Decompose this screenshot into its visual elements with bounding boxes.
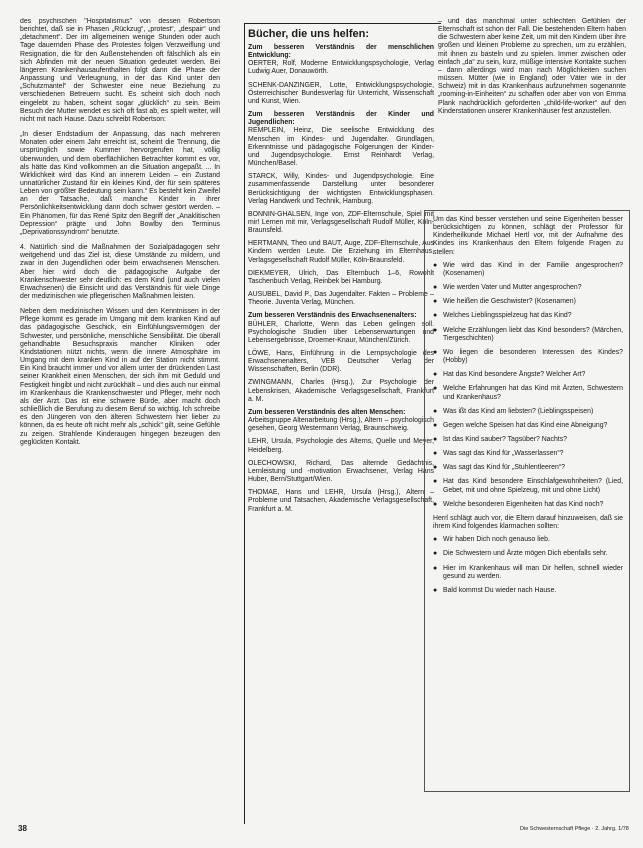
book-entry: Arbeitsgruppe Altenarbeitung (Hrsg.), Altern – psychologisch gesehen, Georg Westermann Verlag, Braunschweig. [248,417,434,433]
advice-list [433,536,623,595]
book-entry: REMPLEIN, Heinz, Die seelische Entwicklung des Menschen im Kindes- und Jugendalter. Grundlagen, Erkenntnisse und pädagogische Folgerungen der Kinder- und Jugendpsychologie. Ernst Reinhardt Verlag, München/Basel. [248,127,434,168]
list-item: ● Bald kommst Du wieder nach Hause. [433,587,623,595]
list-item: ● Welche Erzählungen liebt das Kind besonders? (Märchen, Tiergeschichten) [433,327,623,343]
book-entry: ZWINGMANN, Charles (Hrsg.), Zur Psychologie der Lebenskrisen, Akademische Verlagsgesellschaft, Frankfurt a. M. [248,379,434,403]
right-paragraph: – und das manchmal unter schlechten Gefühlen der Elternschaft ist schon der Fall. Die bestehenden Eltern haben die Schwestern aber keine Zeit, um mit den Kindern über ihre großen und kleinen Probleme zu sprechen, um zu erzählen, mit ihnen zu basteln und zu spielen. Immer zwischen oder einfach „da“ zu sein, kurz, müßige intensive Kontakte suchen – dann allerdings wird man nach Möglichkeiten suchen müssen. Mütter (wie in England) oder Väter wie in der Schweiz) mit in das Krankenhaus aufzunehmen sogenannte „rooming-in-Einheiten“ zu schaffen oder aber von von Emma Plank nachdrücklich geforderten „child-life-worker“ auf den Kinderstationen unserer Krankenhäuser fest anzustellen. [438,18,626,115]
list-item: ● Wir haben Dich noch genauso lieb. [433,536,623,544]
list-item: ● Welches Lieblingsspielzeug hat das Kind? [433,312,623,320]
question-intro: Um das Kind besser verstehen und seine Eigenheiten besser berücksichtigen zu können, schlägt der Professor für Kinderheilkunde Michael Hertl vor, mit der Aufnahme des Kindes ins Krankenhaus den Eltern folgende Fragen zu stellen: [433,216,623,256]
book-entry: AUSUBEL, David P., Das Jugendalter. Fakten – Probleme – Theorie. Juventa Verlag, München. [248,291,434,307]
left-paragraph: 4. Natürlich sind die Maßnahmen der Sozialpädagogen sehr weitgehend und das Ziel ist, diese Umstände zu mildern, und zwar in den Jugendlichen oder beim erwachsenen Menschen. Aber hier wird doch die pädagogische Aufgabe der Krankenschwester sehr deutlich: es dem Kind (und auch vielen Erwachsenen) die Einsicht und das Verständnis für viele Dinge der medizinischen wie pflegerischen Maßnahmen leisten. [20,244,220,300]
book-entry: LÖWE, Hans, Einführung in die Lernpsychologie des Erwachsenenalters, VEB Deutscher Verlag der Wissenschaften, Berlin (DDR). [248,350,434,374]
book-list-column [248,28,434,818]
list-item: ● Hat das Kind besondere Ängste? Welcher Art? [433,371,623,379]
left-paragraph: Neben dem medizinischen Wissen und den Kenntnissen in der Pflege kommt es gerade im Umgang mit dem kranken Kind auf das pädagogische Geschick, ein Einfühlungsvermögen der Schwester, und persönliche, menschliche Sensibilität. Die überall gehandhabte Besuchspraxis mancher Kliniken oder Kindstationen nützt nichts, wenn die innere Atmosphäre im Umgang mit dem kranken Kind in auf der Station nicht stimmt. Ein Kind braucht immer und vor allem unter der drückenden Last seiner Krankheit einen Menschen, der sich ihm mit Geduld und Festigkeit hingibt und nicht zurückhält – und dies auch nur einmal im Krankenhaus die Krankenschwester und Pfleger, mehr noch als der Arzt. Das ist eine schwere Bürde, aber macht doch schließlich die Berufung zu diesem Beruf so wichtig. Ich schreibe es den Jüngeren von den älteren Schwestern hier lieber zu können, da es heute oft nicht mehr als „schick“ gilt, seine Gefühle zu zeigen. Strahlende Kinderaugen hingegen bezeugen den geglückten Kontakt. [20,308,220,446]
left-paragraph: des psychischen "Hospitalismus" von dessen Robertson berichtet, daß sie in Phasen „Rückzug“, „protest“, „despair“ und „detachment“. Der im allgemeinen wenige Stunden oder auch Tage dauernden Phase des Protestes folgen Verzweiflung und Resignation, die für den Außenstehenden oft fälschlich als ein sich Abfinden mit der neuen Situation gedeutet werden. Bei längeren Krankenhausaufenthalten folgt dann die Phase der Anpassung und Verleugnung, in der das Kind unter den „Schutzmantel“ der Schwester eine neue Beziehung zu verschiedenen Betreuern sucht. Es scheint sich doch noch eingelebt zu haben, scheint sogar „glücklich“ zu sein. Beim Besuch der Mutter wendet es sich oft fast ab, es spielt weiter, will nicht mit nach Hause. Dazu schreibt Robertson: [20,18,220,123]
list-item: ● Welche besonderen Eigenheiten hat das Kind noch? [433,501,623,509]
question-outro: Herrl schlägt auch vor, die Eltern darauf hinzuweisen, daß sie ihrem Kind folgendes klarmachen sollten: [433,514,623,531]
section-heading: Zum besseren Verständnis der menschlichen Entwicklung: [248,44,434,60]
book-list-title: Bücher, die uns helfen: [248,28,370,40]
question-box-content [433,216,623,601]
list-item: ● Welche Erfahrungen hat das Kind mit Ärzten, Schwestern und Krankenhaus? [433,385,623,401]
list-item: ● Gegen welche Speisen hat das Kind eine Abneigung? [433,422,623,430]
book-entry: SCHENK-DANZINGER, Lotte, Entwicklungspsychologie, Österreichischer Bundesverlag für Unterricht, Wissenschaft und Kunst, Wien. [248,81,434,105]
book-entry: DIEKMEYER, Ulrich, Das Elternbuch 1–6, Rowohlt Taschenbuch Verlag, Reinbek bei Hamburg. [248,269,434,285]
page-number: 38 [18,824,27,833]
section-heading: Zum besseren Verständnis der Kinder und Jugendlichen: [248,111,434,127]
book-entry: OLECHOWSKI, Richard, Das alternde Gedächtnis, Lernleistung und -motivation Erwachsener, Verlag Hans Huber, Bern/Stuttgart/Wien. [248,459,434,484]
list-item: ● Was ißt das Kind am liebsten? (Lieblingsspeisen) [433,408,623,416]
left-text-column [20,18,220,818]
list-item: ● Hier im Krankenhaus will man Dir helfen, schnell wieder gesund zu werden. [433,565,623,581]
list-item: ● Hat das Kind besondere Einschlafgewohnheiten? (Lied, Gebet, mit und ohne Spielzeug, mit und ohne Licht) [433,478,623,494]
list-item: ● Was sagt das Kind für „Stuhlentleeren“? [433,464,623,472]
section-heading: Zum besseren Verständnis des alten Menschen: [248,408,406,416]
book-entry: LEHR, Ursula, Psychologie des Alterns, Quelle und Meyer, Heidelberg. [248,438,434,454]
list-item: ● Wie werden Vater und Mutter angesprochen? [433,284,623,292]
book-entry: THOMAE, Hans und LEHR, Ursula (Hrsg.), Altern – Probleme und Tatsachen, Akademische Verlagsgesellschaft, Frankfurt a. M. [248,489,434,513]
book-entry: STARCK, Willy, Kindes- und Jugendpsychologie. Eine zusammenfassende Darstellung unter besonderer Berücksichtigung der wichtigsten Entwicklungsphasen. Verlag Handwerk und Technik, Hamburg. [248,173,434,205]
list-item: ● Wie heißen die Geschwister? (Kosenamen) [433,298,623,306]
book-entry: HERTMANN, Theo und BAUT, Auge, ZDF-Elternschule, Aus Kindern werden Leute. Die Erziehung im Elternhaus, Verlagsgesellschaft Rudolf Müller, Köln-Braunsfeld. [248,240,434,264]
left-paragraph: „In dieser Endstadium der Anpassung, das nach mehreren Monaten oder einem Jahr erreicht ist, scheint die Trennung, die ursprünglich sowie Kummer hervorgerufen hat, völlig überwunden, und dem oberflächlichen Betrachter kommt es vor, als hätte das Kind vollkommen an die Situation angepaßt. ... In Wirklichkeit wird das Kind an innerem Leiden – ein Zustand unnatürlicher Zustand für ein kleines Kind, der für sein späteres Leben von größter Bedeutung sein kann.“ Es besteht kein Zweifel an der Tatsache, daß manche Kinder in ihrer Persönlichkeitsentwicklung dann doch schwer gestört werden. – Ein Phänomen, für das René Spitz den Begriff der „Anaklitischen Depression“ prägte und John Bowlby den Terminus „Deprivationssyndrom“ benutzte. [20,131,220,236]
question-list [433,262,623,509]
book-entry: OERTER, Rolf, Moderne Entwicklungspsychologie, Verlag Ludwig Auer, Donauwörth. [248,60,434,76]
list-item: ● Ist das Kind sauber? Tagsüber? Nachts? [433,436,623,444]
section-heading: Zum besseren Verständnis des Erwachsenenalters: [248,312,417,320]
list-item: ● Wie wird das Kind in der Familie angesprochen? (Kosenamen) [433,262,623,278]
book-entry: BÜHLER, Charlotte, Wenn das Leben gelingen soll. Psychologische Studien über Lebenserwartungen und Lebensergebnisse, Droemer-Knaur, München/Zürich. [248,320,434,344]
footer-text: Die Schwesternschaft Pflege · 2. Jahrg. 1/78 [520,826,629,832]
question-box [424,210,630,792]
book-entry: BONNIN-GHALSEN, Inge von, ZDF-Elternschule, Spiel mit mir! Lernen mit mir, Verlagsgesellschaft Rudolf Müller, Köln-Braunsfeld. [248,210,434,235]
right-text-column [438,18,626,203]
list-item: ● Die Schwestern und Ärzte mögen Dich ebenfalls sehr. [433,550,623,558]
list-item: ● Was sagt das Kind für „Wasserlassen“? [433,450,623,458]
list-item: ● Wo liegen die besonderen Interessen des Kindes? (Hobby) [433,349,623,365]
